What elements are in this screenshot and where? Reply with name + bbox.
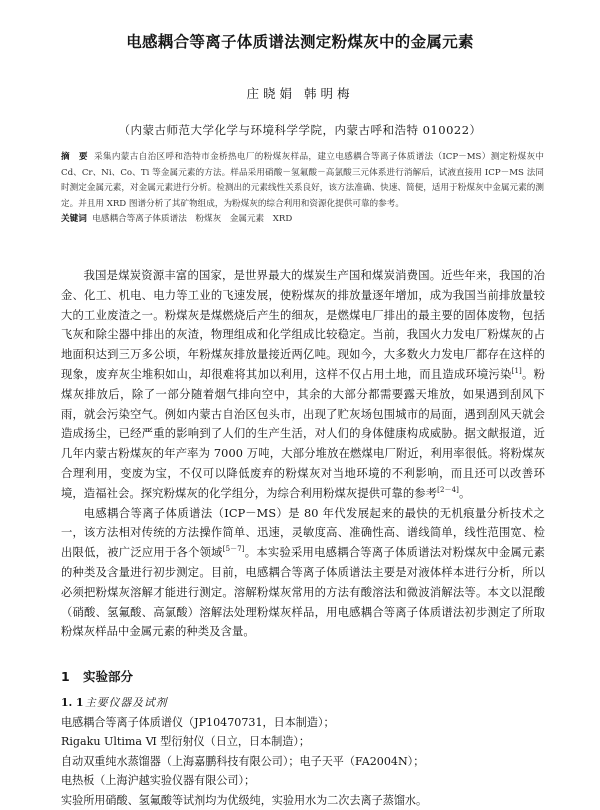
intro-p2-text-a: 电感耦合等离子体质谱法（ICP－MS）是 80 年代发展起来的最快的无机痕量分析技术之一，该方法相对传统的方法操作简单、迅速，灵敏度高、准确性高、谱线简单，线性范围宽、检出限低，被广泛应用于各个领域 (61, 506, 545, 560)
equipment-item: Rigaku Ultima Ⅵ 型衍射仪（日立，日本制造）； (61, 735, 311, 749)
paper-affiliation: （内蒙古师范大学化学与环境科学学院，内蒙古呼和浩特 010022） (118, 123, 482, 137)
abstract-paragraph (61, 150, 544, 212)
paper-authors: 庄晓娟 韩明梅 (246, 86, 354, 101)
intro-p1-text-a: 我国是煤炭资源丰富的国家，是世界最大的煤炭生产国和煤炭消费国。近些年来，我国的冶金、化工、机电、电力等工业的飞速发展，使粉煤灰的排放量逐年增加，成为我国当前排放量较大的工业废渣之一。粉煤灰是煤燃烧后产生的细灰，是燃煤电厂排出的最主要的固体废物，包括飞灰和除尘器中排出的灰渣，物理组成和化学组成比较稳定。当前，我国火力发电厂粉煤灰的占地面积达到三万多公顷，年粉煤灰排放量接近两亿吨。现如今，大多数火力发电厂都存在这样的现象，废弃灰尘堆积如山，却很难将其加以利用，这样不仅占用土地，而且造成环境污染 (61, 269, 545, 381)
intro-p2-text-b: 。本实验采用电感耦合等离子体质谱法对粉煤灰中金属元素的种类及含量进行初步测定。目前，电感耦合等离子体质谱法主要是对液体样本进行分析，所以必须把粉煤灰溶解才能进行测定。溶解粉煤灰常用的方法有酸溶法和微波消解法等。本文以混酸（硝酸、氢氟酸、高氯酸）溶解法处理粉煤灰样品，用电感耦合等离子体质谱法初步测定了所取粉煤灰样品中金属元素的种类及含量。 (61, 546, 545, 639)
keywords-label: 关键词 (61, 214, 87, 225)
intro-paragraph-2 (61, 504, 545, 643)
equipment-item: 电感耦合等离子体质谱仪（JP10470731，日本制造）； (61, 716, 335, 729)
keywords-line (61, 212, 544, 228)
equipment-item: 电热板（上海沪越实验仪器有限公司）； (61, 774, 256, 788)
abstract-block (61, 150, 544, 228)
section-number: 1 (61, 669, 70, 684)
citation: [2－4] (437, 486, 459, 494)
equipment-list (61, 713, 551, 810)
subsection-number: 1. 1 (61, 696, 84, 709)
section-title: 实验部分 (83, 669, 134, 684)
abstract-text: 采集内蒙古自治区呼和浩特市金桥热电厂的粉煤灰样品，建立电感耦合等离子体质谱法（ICP－MS）测定粉煤灰中 Cd、Cr、Ni、Co、Ti 等金属元素的方法。样品采用硝酸－氢氟酸－高氯酸三元体系进行消解后，试液直接用 ICP－MS 法同时测定金属元素，对金属元素进行分析。检测出的元素线性关系良好，该方法准确、快速、简便，适用于粉煤灰中金属元素的测定。并且用 XRD 图谱分析了其矿物组成，为粉煤灰的综合利用和资源化提供可靠的参考。 (61, 152, 544, 209)
intro-p1-text-c: 。 (458, 486, 471, 500)
subsection-heading (61, 695, 168, 710)
paper-title: 电感耦合等离子体质谱法测定粉煤灰中的金属元素 (126, 33, 474, 51)
section-heading (61, 667, 133, 685)
citation: [1] (511, 367, 522, 376)
keywords-text: 电感耦合等离子体质谱法 粉煤灰 金属元素 XRD (92, 214, 293, 225)
intro-body (61, 266, 545, 642)
intro-paragraph-1 (61, 266, 545, 504)
subsection-title: 主要仪器及试剂 (85, 696, 168, 709)
citation: [5－7] (222, 545, 245, 554)
abstract-label: 摘 要 (61, 152, 88, 162)
equipment-item: 实验所用硝酸、氢氟酸等试剂均为优级纯，实验用水为二次去离子蒸馏水。 (61, 793, 428, 807)
equipment-item: 自动双重纯水蒸馏器（上海嘉鹏科技有限公司）；电子天平（FA2004N）； (61, 754, 425, 768)
intro-p1-text-b: 。粉煤灰排放后，除了一部分随着烟气排向空中，其余的大部分都需要露天堆放，如果遇到刮风下雨，就会污染空气。例如内蒙古自治区包头市，出现了贮灰场包围城市的局面，遇到刮风天就会造成扬尘，已经严重的影响到了人们的生产生活，对人们的身体健康构成威胁。据文献报道，近几年内蒙古粉煤灰的年产率为 7000 万吨，大部分堆放在燃煤电厂附近，利用率很低。将粉煤灰合理利用，变废为宝，不仅可以降低废弃的粉煤灰对当地环境的不利影响，而且还可以改善环境，造福社会。探究粉煤灰的化学组分，为综合利用粉煤灰提供可靠的参考 (61, 367, 546, 500)
